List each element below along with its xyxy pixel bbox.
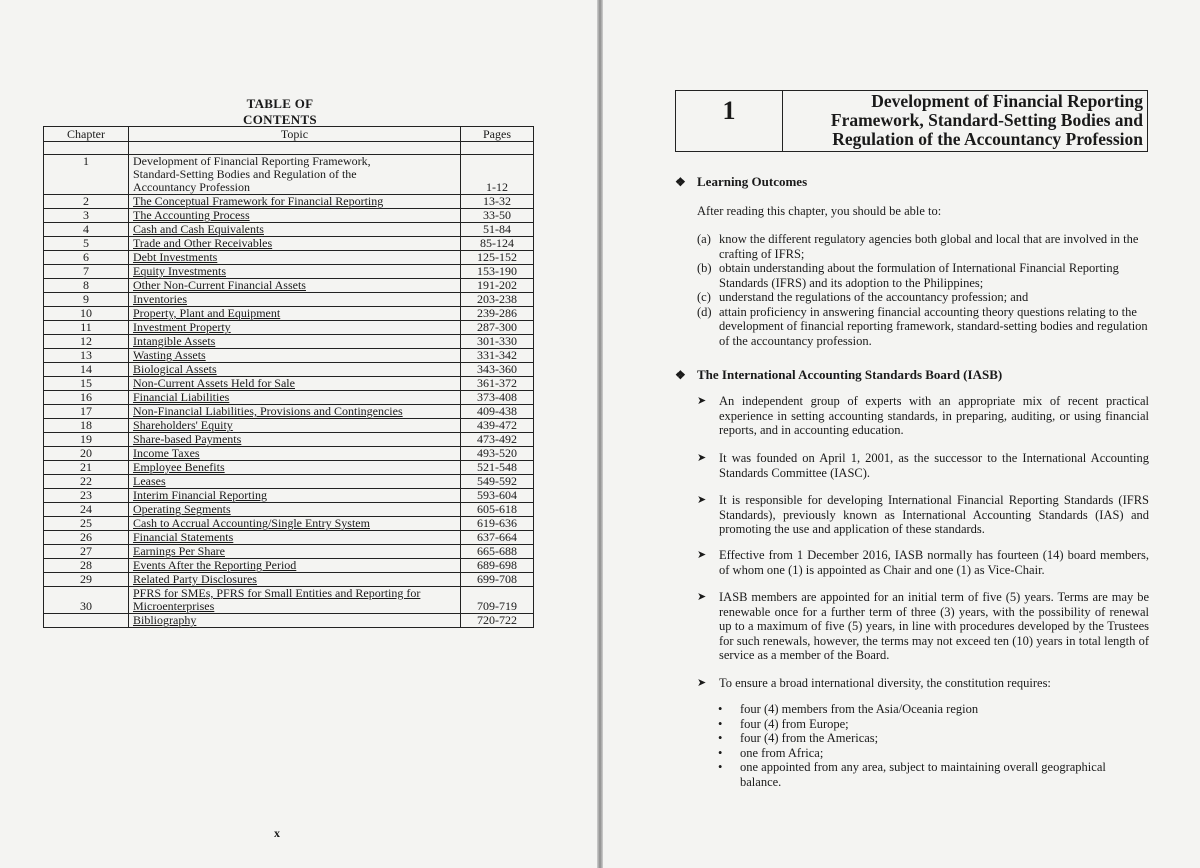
toc-topic-text: Equity Investments bbox=[133, 264, 226, 278]
toc-row bbox=[44, 447, 534, 461]
toc-row bbox=[44, 195, 534, 209]
iasb-heading: ❖ The International Accounting Standards Board (IASB) bbox=[675, 367, 1003, 382]
toc-topic-cell bbox=[129, 195, 461, 209]
toc-chapter-cell: 2 bbox=[44, 195, 129, 209]
arrow-bullet-icon: ➤ bbox=[697, 677, 707, 689]
toc-topic-text: Events After the Reporting Period bbox=[133, 558, 297, 572]
toc-chapter-cell: 20 bbox=[44, 447, 129, 461]
diversity-item bbox=[718, 717, 1148, 732]
outcome-text: attain proficiency in answering financial accounting theory questions relating to the development of financial reporting framework, standard-setting bodies and regulation of the accountancy profession. bbox=[719, 304, 1148, 348]
toc-chapter-cell bbox=[44, 614, 129, 628]
toc-topic-text: Non-Current Assets Held for Sale bbox=[133, 376, 295, 390]
outcome-text: know the different regulatory agencies both global and local that are involved in the crafting of IFRS; bbox=[719, 232, 1139, 261]
diversity-list bbox=[718, 702, 1148, 789]
toc-topic-text: Investment Property bbox=[133, 320, 231, 334]
toc-topic-text: Cash to Accrual Accounting/Single Entry System bbox=[133, 516, 370, 530]
toc-chapter-cell: 16 bbox=[44, 391, 129, 405]
learning-outcomes-heading: ❖ Learning Outcomes bbox=[675, 174, 808, 189]
learning-outcomes-intro: After reading this chapter, you should be able to: bbox=[697, 204, 942, 218]
toc-topic-cell bbox=[129, 349, 461, 363]
toc-topic-cell bbox=[129, 237, 461, 251]
bullet-dot-icon: • bbox=[718, 702, 723, 716]
toc-topic-text: Leases bbox=[133, 474, 166, 488]
toc-row bbox=[44, 155, 534, 195]
toc-row bbox=[44, 433, 534, 447]
diamond-bullet-icon: ❖ bbox=[675, 175, 686, 189]
toc-pages-cell: 361-372 bbox=[461, 377, 534, 391]
toc-pages-cell: 239-286 bbox=[461, 307, 534, 321]
toc-row bbox=[44, 307, 534, 321]
toc-pages-cell: 287-300 bbox=[461, 321, 534, 335]
toc-topic-text: Property, Plant and Equipment bbox=[133, 306, 281, 320]
toc-row bbox=[44, 391, 534, 405]
toc-topic-text: Related Party Disclosures bbox=[133, 572, 257, 586]
toc-topic-cell bbox=[129, 531, 461, 545]
arrow-bullet-icon: ➤ bbox=[697, 452, 707, 464]
arrow-bullet-icon: ➤ bbox=[697, 395, 707, 407]
outcome-item bbox=[697, 261, 1149, 290]
toc-row bbox=[44, 265, 534, 279]
toc-topic-text: Earnings Per Share bbox=[133, 544, 225, 558]
toc-topic-text: Bibliography bbox=[133, 613, 197, 627]
toc-topic-cell bbox=[129, 433, 461, 447]
toc-chapter-cell: 27 bbox=[44, 545, 129, 559]
toc-topic-cell bbox=[129, 307, 461, 321]
toc-pages-cell: 33-50 bbox=[461, 209, 534, 223]
toc-topic-text: Employee Benefits bbox=[133, 460, 225, 474]
toc-chapter-cell: 5 bbox=[44, 237, 129, 251]
toc-topic-cell bbox=[129, 251, 461, 265]
right-page bbox=[603, 0, 1200, 868]
toc-topic-cell bbox=[129, 517, 461, 531]
iasb-point: ➤ To ensure a broad international diversity, the constitution requires: bbox=[697, 676, 1051, 690]
toc-pages-cell: 720-722 bbox=[461, 614, 534, 628]
toc-pages-cell: 493-520 bbox=[461, 447, 534, 461]
toc-chapter-cell: 15 bbox=[44, 377, 129, 391]
toc-chapter-cell: 13 bbox=[44, 349, 129, 363]
toc-topic-cell bbox=[129, 377, 461, 391]
toc-topic-text: Intangible Assets bbox=[133, 334, 216, 348]
toc-chapter-cell: 14 bbox=[44, 363, 129, 377]
toc-topic-cell bbox=[129, 223, 461, 237]
toc-topic-cell bbox=[129, 614, 461, 628]
iasb-point: ➤ Effective from 1 December 2016, IASB normally has fourteen (14) board members, of whom one (1) is appointed as Chair and one (1) as Vice-Chair. bbox=[697, 548, 1149, 577]
toc-pages-cell: 1-12 bbox=[461, 155, 534, 195]
outcome-text: obtain understanding about the formulation of International Financial Reporting Standards (IFRS) and its adoption to the Philippines; bbox=[719, 261, 1119, 290]
toc-chapter-cell: 25 bbox=[44, 517, 129, 531]
toc-topic-cell bbox=[129, 405, 461, 419]
toc-topic-text: Financial Liabilities bbox=[133, 390, 230, 404]
toc-chapter-cell: 12 bbox=[44, 335, 129, 349]
toc-row bbox=[44, 475, 534, 489]
toc-row bbox=[44, 209, 534, 223]
toc-chapter-cell: 1 bbox=[44, 155, 129, 195]
toc-row bbox=[44, 377, 534, 391]
toc-topic-text: Trade and Other Receivables bbox=[133, 236, 273, 250]
toc-row bbox=[44, 237, 534, 251]
toc-chapter-cell: 7 bbox=[44, 265, 129, 279]
toc-topic-text: PFRS for SMEs, PFRS for Small Entities and Reporting for Microenterprises bbox=[133, 586, 421, 613]
toc-topic-text: The Accounting Process bbox=[133, 208, 250, 222]
toc-topic-text: Debt Investments bbox=[133, 250, 218, 264]
toc-pages-cell: 637-664 bbox=[461, 531, 534, 545]
toc-topic-text: Biological Assets bbox=[133, 362, 217, 376]
toc-pages-cell: 605-618 bbox=[461, 503, 534, 517]
toc-topic-cell bbox=[129, 475, 461, 489]
toc-pages-cell: 665-688 bbox=[461, 545, 534, 559]
toc-chapter-cell: 6 bbox=[44, 251, 129, 265]
toc-topic-cell bbox=[129, 545, 461, 559]
toc-pages-cell: 153-190 bbox=[461, 265, 534, 279]
toc-row bbox=[44, 489, 534, 503]
toc-pages-cell: 13-32 bbox=[461, 195, 534, 209]
diversity-item bbox=[718, 760, 1148, 789]
toc-pages-cell: 439-472 bbox=[461, 419, 534, 433]
toc-topic-text: Financial Statements bbox=[133, 530, 234, 544]
toc-topic-cell bbox=[129, 209, 461, 223]
diversity-item bbox=[718, 702, 1148, 717]
outcome-item bbox=[697, 232, 1149, 261]
toc-chapter-cell: 9 bbox=[44, 293, 129, 307]
toc-row bbox=[44, 279, 534, 293]
toc-topic-cell bbox=[129, 335, 461, 349]
toc-topic-text: Development of Financial Reporting Framework, Standard-Setting Bodies and Regulation of the Accountancy Profession bbox=[133, 154, 371, 194]
toc-pages-cell: 51-84 bbox=[461, 223, 534, 237]
toc-pages-cell: 699-708 bbox=[461, 573, 534, 587]
bullet-dot-icon: • bbox=[718, 716, 723, 731]
toc-topic-text: Income Taxes bbox=[133, 446, 200, 460]
diversity-item bbox=[718, 746, 1148, 761]
toc-topic-cell bbox=[129, 461, 461, 475]
toc-topic-cell bbox=[129, 363, 461, 377]
diversity-text: four (4) members from the Asia/Oceania region bbox=[740, 702, 979, 716]
toc-pages-cell: 343-360 bbox=[461, 363, 534, 377]
toc-topic-text: Share-based Payments bbox=[133, 432, 242, 446]
page-number: x bbox=[274, 826, 280, 840]
toc-row bbox=[44, 461, 534, 475]
toc-row bbox=[44, 363, 534, 377]
toc-chapter-cell: 28 bbox=[44, 559, 129, 573]
toc-row bbox=[44, 349, 534, 363]
toc-chapter-cell: 30 bbox=[44, 587, 129, 614]
outcome-label: (d) bbox=[697, 304, 712, 319]
toc-header-chapter: Chapter bbox=[44, 127, 129, 142]
toc-row bbox=[44, 293, 534, 307]
toc-pages-cell: 85-124 bbox=[461, 237, 534, 251]
toc-chapter-cell: 8 bbox=[44, 279, 129, 293]
diversity-text: one from Africa; bbox=[740, 745, 824, 760]
toc-pages-cell: 191-202 bbox=[461, 279, 534, 293]
toc-pages-cell: 521-548 bbox=[461, 461, 534, 475]
toc-header-pages: Pages bbox=[461, 127, 534, 142]
toc-chapter-cell: 3 bbox=[44, 209, 129, 223]
toc-topic-cell bbox=[129, 293, 461, 307]
toc-topic-cell bbox=[129, 391, 461, 405]
toc-topic-cell bbox=[129, 155, 461, 195]
toc-chapter-cell: 21 bbox=[44, 461, 129, 475]
iasb-point: ➤ It is responsible for developing International Financial Reporting Standards (IFRS Standards), previously known as International Accounting Standards (IAS) and promoting the use and application of these standards. bbox=[697, 493, 1149, 536]
toc-pages-cell: 125-152 bbox=[461, 251, 534, 265]
iasb-point: ➤ IASB members are appointed for an initial term of five (5) years. Terms are may be renewable once for a further term of three (3) years, with the possibility of renewal up to a maximum of five (5) years, in line with procedures developed by the Trustees for such renewals, however, the terms may not exceed ten (10) years in total length of service as a member of the Board. bbox=[697, 590, 1149, 662]
toc-pages-cell: 689-698 bbox=[461, 559, 534, 573]
arrow-bullet-icon: ➤ bbox=[697, 549, 707, 561]
toc-row bbox=[44, 419, 534, 433]
chapter-title-line: Framework, Standard-Setting Bodies and bbox=[830, 110, 1143, 130]
toc-topic-text: Cash and Cash Equivalents bbox=[133, 222, 264, 236]
toc-chapter-cell: 17 bbox=[44, 405, 129, 419]
toc-chapter-cell: 24 bbox=[44, 503, 129, 517]
toc-topic-text: Shareholders' Equity bbox=[133, 418, 233, 432]
toc-topic-cell bbox=[129, 447, 461, 461]
toc-chapter-cell: 10 bbox=[44, 307, 129, 321]
chapter-number: 1 bbox=[676, 91, 783, 151]
toc-pages-cell: 473-492 bbox=[461, 433, 534, 447]
diamond-bullet-icon: ❖ bbox=[675, 368, 686, 382]
bullet-dot-icon: • bbox=[718, 731, 723, 745]
toc-row bbox=[44, 405, 534, 419]
toc-topic-cell bbox=[129, 559, 461, 573]
toc-chapter-cell: 19 bbox=[44, 433, 129, 447]
toc-body bbox=[44, 142, 534, 628]
outcome-item bbox=[697, 305, 1149, 349]
toc-pages-cell: 593-604 bbox=[461, 489, 534, 503]
toc-chapter-cell: 23 bbox=[44, 489, 129, 503]
toc-row bbox=[44, 587, 534, 614]
chapter-header-box bbox=[675, 90, 1148, 152]
toc-topic-cell bbox=[129, 489, 461, 503]
toc-topic-cell bbox=[129, 321, 461, 335]
toc-topic-text: Inventories bbox=[133, 292, 187, 306]
toc-row bbox=[44, 251, 534, 265]
toc-topic-cell bbox=[129, 419, 461, 433]
bullet-dot-icon: • bbox=[718, 760, 723, 774]
toc-pages-cell: 549-592 bbox=[461, 475, 534, 489]
toc-chapter-cell: 4 bbox=[44, 223, 129, 237]
toc-row bbox=[44, 517, 534, 531]
toc-pages-cell: 301-330 bbox=[461, 335, 534, 349]
toc-title: TABLE OF CONTENTS bbox=[243, 96, 317, 127]
toc-header-topic: Topic bbox=[129, 127, 461, 142]
toc-topic-cell bbox=[129, 573, 461, 587]
toc-chapter-cell: 26 bbox=[44, 531, 129, 545]
toc-pages-cell: 203-238 bbox=[461, 293, 534, 307]
toc-topic-text: The Conceptual Framework for Financial Reporting bbox=[133, 194, 384, 208]
toc-topic-cell bbox=[129, 265, 461, 279]
diversity-text: one appointed from any area, subject to maintaining overall geographical balance. bbox=[740, 760, 1106, 789]
toc-table bbox=[43, 126, 534, 628]
toc-topic-cell bbox=[129, 503, 461, 517]
arrow-bullet-icon: ➤ bbox=[697, 494, 707, 506]
toc-topic-text: Wasting Assets bbox=[133, 348, 206, 362]
toc-topic-text: Interim Financial Reporting bbox=[133, 488, 267, 502]
toc-row bbox=[44, 573, 534, 587]
chapter-title-line: Development of Financial Reporting bbox=[871, 91, 1143, 111]
toc-row bbox=[44, 614, 534, 628]
toc-chapter-cell: 22 bbox=[44, 475, 129, 489]
diversity-text: four (4) from the Americas; bbox=[740, 731, 879, 745]
outcome-label: (a) bbox=[697, 232, 711, 246]
outcome-item bbox=[697, 290, 1149, 305]
chapter-title bbox=[783, 91, 1147, 151]
toc-pages-cell: 331-342 bbox=[461, 349, 534, 363]
chapter-title-line: Regulation of the Accountancy Profession bbox=[832, 129, 1143, 149]
bullet-dot-icon: • bbox=[718, 745, 723, 760]
toc-topic-text: Operating Segments bbox=[133, 502, 231, 516]
outcome-label: (b) bbox=[697, 261, 712, 275]
toc-row bbox=[44, 503, 534, 517]
toc-spacer-row bbox=[44, 142, 534, 155]
toc-topic-text: Non-Financial Liabilities, Provisions and Contingencies bbox=[133, 404, 403, 418]
outcome-text: understand the regulations of the accountancy profession; and bbox=[719, 290, 1029, 304]
toc-row bbox=[44, 321, 534, 335]
toc-row bbox=[44, 559, 534, 573]
iasb-point: ➤ It was founded on April 1, 2001, as the successor to the International Accounting Standards Committee (IASC). bbox=[697, 451, 1149, 480]
toc-chapter-cell: 29 bbox=[44, 573, 129, 587]
toc-row bbox=[44, 545, 534, 559]
diversity-item bbox=[718, 731, 1148, 746]
toc-topic-cell bbox=[129, 279, 461, 293]
diversity-text: four (4) from Europe; bbox=[740, 716, 849, 731]
toc-row bbox=[44, 223, 534, 237]
toc-topic-cell bbox=[129, 587, 461, 614]
left-page bbox=[0, 0, 597, 868]
outcomes-list bbox=[697, 232, 1149, 348]
toc-pages-cell: 709-719 bbox=[461, 587, 534, 614]
toc-chapter-cell: 11 bbox=[44, 321, 129, 335]
arrow-bullet-icon: ➤ bbox=[697, 591, 707, 603]
toc-pages-cell: 409-438 bbox=[461, 405, 534, 419]
toc-row bbox=[44, 335, 534, 349]
toc-topic-text: Other Non-Current Financial Assets bbox=[133, 278, 306, 292]
toc-row bbox=[44, 531, 534, 545]
toc-pages-cell: 373-408 bbox=[461, 391, 534, 405]
outcome-label: (c) bbox=[697, 290, 711, 304]
toc-pages-cell: 619-636 bbox=[461, 517, 534, 531]
iasb-point: ➤ An independent group of experts with an appropriate mix of recent practical experience in setting accounting standards, in preparing, auditing, or using financial reports, and in accounting education. bbox=[697, 394, 1149, 437]
toc-chapter-cell: 18 bbox=[44, 419, 129, 433]
